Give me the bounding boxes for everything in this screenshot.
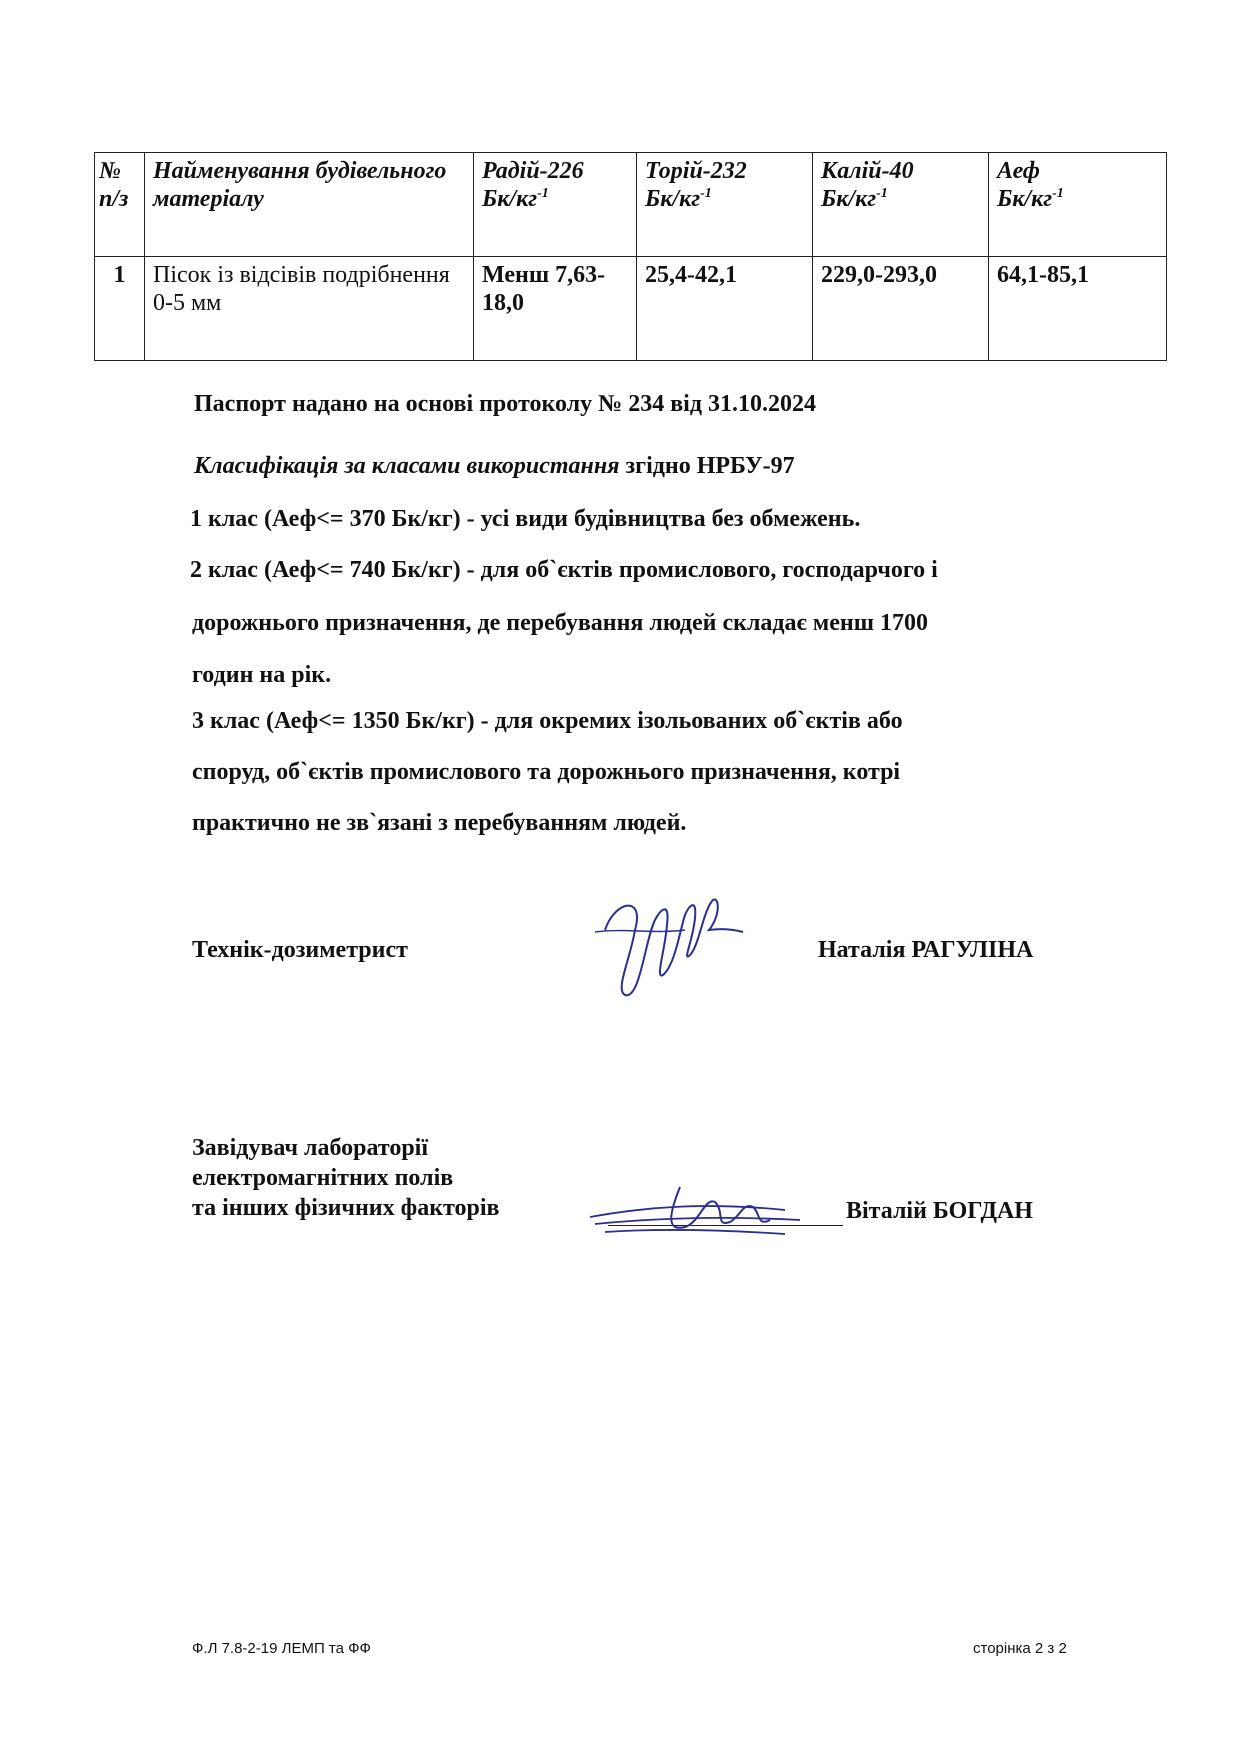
row-thorium: 25,4-42,1 bbox=[637, 257, 813, 361]
thorium-label: Торій-232 bbox=[645, 158, 747, 184]
technician-name: Наталія РАГУЛІНА bbox=[818, 937, 1034, 963]
class-3-line-3: практично не зв`язані з перебуванням людей. bbox=[192, 810, 687, 836]
head-signature bbox=[585, 1172, 815, 1262]
row-potassium: 229,0-293,0 bbox=[813, 257, 989, 361]
header-num: № п/з bbox=[95, 153, 145, 257]
row-num: 1 bbox=[95, 257, 145, 361]
row-radium: Менш 7,63-18,0 bbox=[474, 257, 637, 361]
class-3-line-1: 3 клас (Аеф<= 1350 Бк/кг) - для окремих ізольованих об`єктів або bbox=[192, 708, 903, 734]
table-row bbox=[95, 257, 1167, 361]
class-2-line-2: дорожнього призначення, де перебування людей складає менш 1700 bbox=[192, 610, 929, 636]
radionuclide-table bbox=[94, 152, 1167, 361]
thorium-unit-exp: -1 bbox=[700, 186, 712, 201]
aef-label: Аеф bbox=[997, 158, 1040, 184]
header-potassium bbox=[813, 153, 989, 257]
table-header-row bbox=[95, 153, 1167, 257]
head-role-line-3: та інших фізичних факторів bbox=[192, 1195, 500, 1221]
aef-unit: Бк/кг bbox=[997, 186, 1053, 212]
page-number: сторінка 2 з 2 bbox=[973, 1640, 1067, 1657]
class-2-line-1: 2 клас (Аеф<= 740 Бк/кг) - для об`єктів промислового, господарчого і bbox=[190, 557, 938, 583]
classification-title: Класифікація за класами використання bbox=[194, 453, 620, 479]
potassium-unit-exp: -1 bbox=[876, 186, 888, 201]
radium-unit: Бк/кг bbox=[482, 186, 538, 212]
form-code: Ф.Л 7.8-2-19 ЛЕМП та ФФ bbox=[192, 1640, 371, 1657]
header-material: Найменування будівельного матеріалу bbox=[145, 153, 474, 257]
class-1-line: 1 клас (Аеф<= 370 Бк/кг) - усі види будівництва без обмежень. bbox=[190, 506, 861, 532]
radium-label: Радій-226 bbox=[482, 158, 584, 184]
technician-signature bbox=[585, 870, 745, 1010]
classification-ref: згідно НРБУ-97 bbox=[625, 453, 795, 479]
class-2-line-3: годин на рік. bbox=[192, 662, 332, 688]
head-role-line-2: електромагнітних полів bbox=[192, 1165, 454, 1191]
passport-basis: Паспорт надано на основі протоколу № 234 від 31.10.2024 bbox=[194, 391, 816, 417]
potassium-unit: Бк/кг bbox=[821, 186, 877, 212]
head-name: Віталій БОГДАН bbox=[846, 1198, 1033, 1224]
row-aef: 64,1-85,1 bbox=[989, 257, 1167, 361]
row-material: Пісок із відсівів подрібнення 0-5 мм bbox=[145, 257, 474, 361]
header-aef bbox=[989, 153, 1167, 257]
classification-heading bbox=[194, 453, 795, 480]
potassium-label: Калій-40 bbox=[821, 158, 914, 184]
class-3-line-2: споруд, об`єктів промислового та дорожнього призначення, котрі bbox=[192, 759, 901, 785]
head-role-line-1: Завідувач лабораторії bbox=[192, 1135, 429, 1161]
thorium-unit: Бк/кг bbox=[645, 186, 701, 212]
header-radium bbox=[474, 153, 637, 257]
aef-unit-exp: -1 bbox=[1052, 186, 1064, 201]
header-thorium bbox=[637, 153, 813, 257]
radium-unit-exp: -1 bbox=[537, 186, 549, 201]
technician-role: Технік-дозиметрист bbox=[192, 937, 408, 963]
head-role bbox=[192, 1133, 500, 1223]
